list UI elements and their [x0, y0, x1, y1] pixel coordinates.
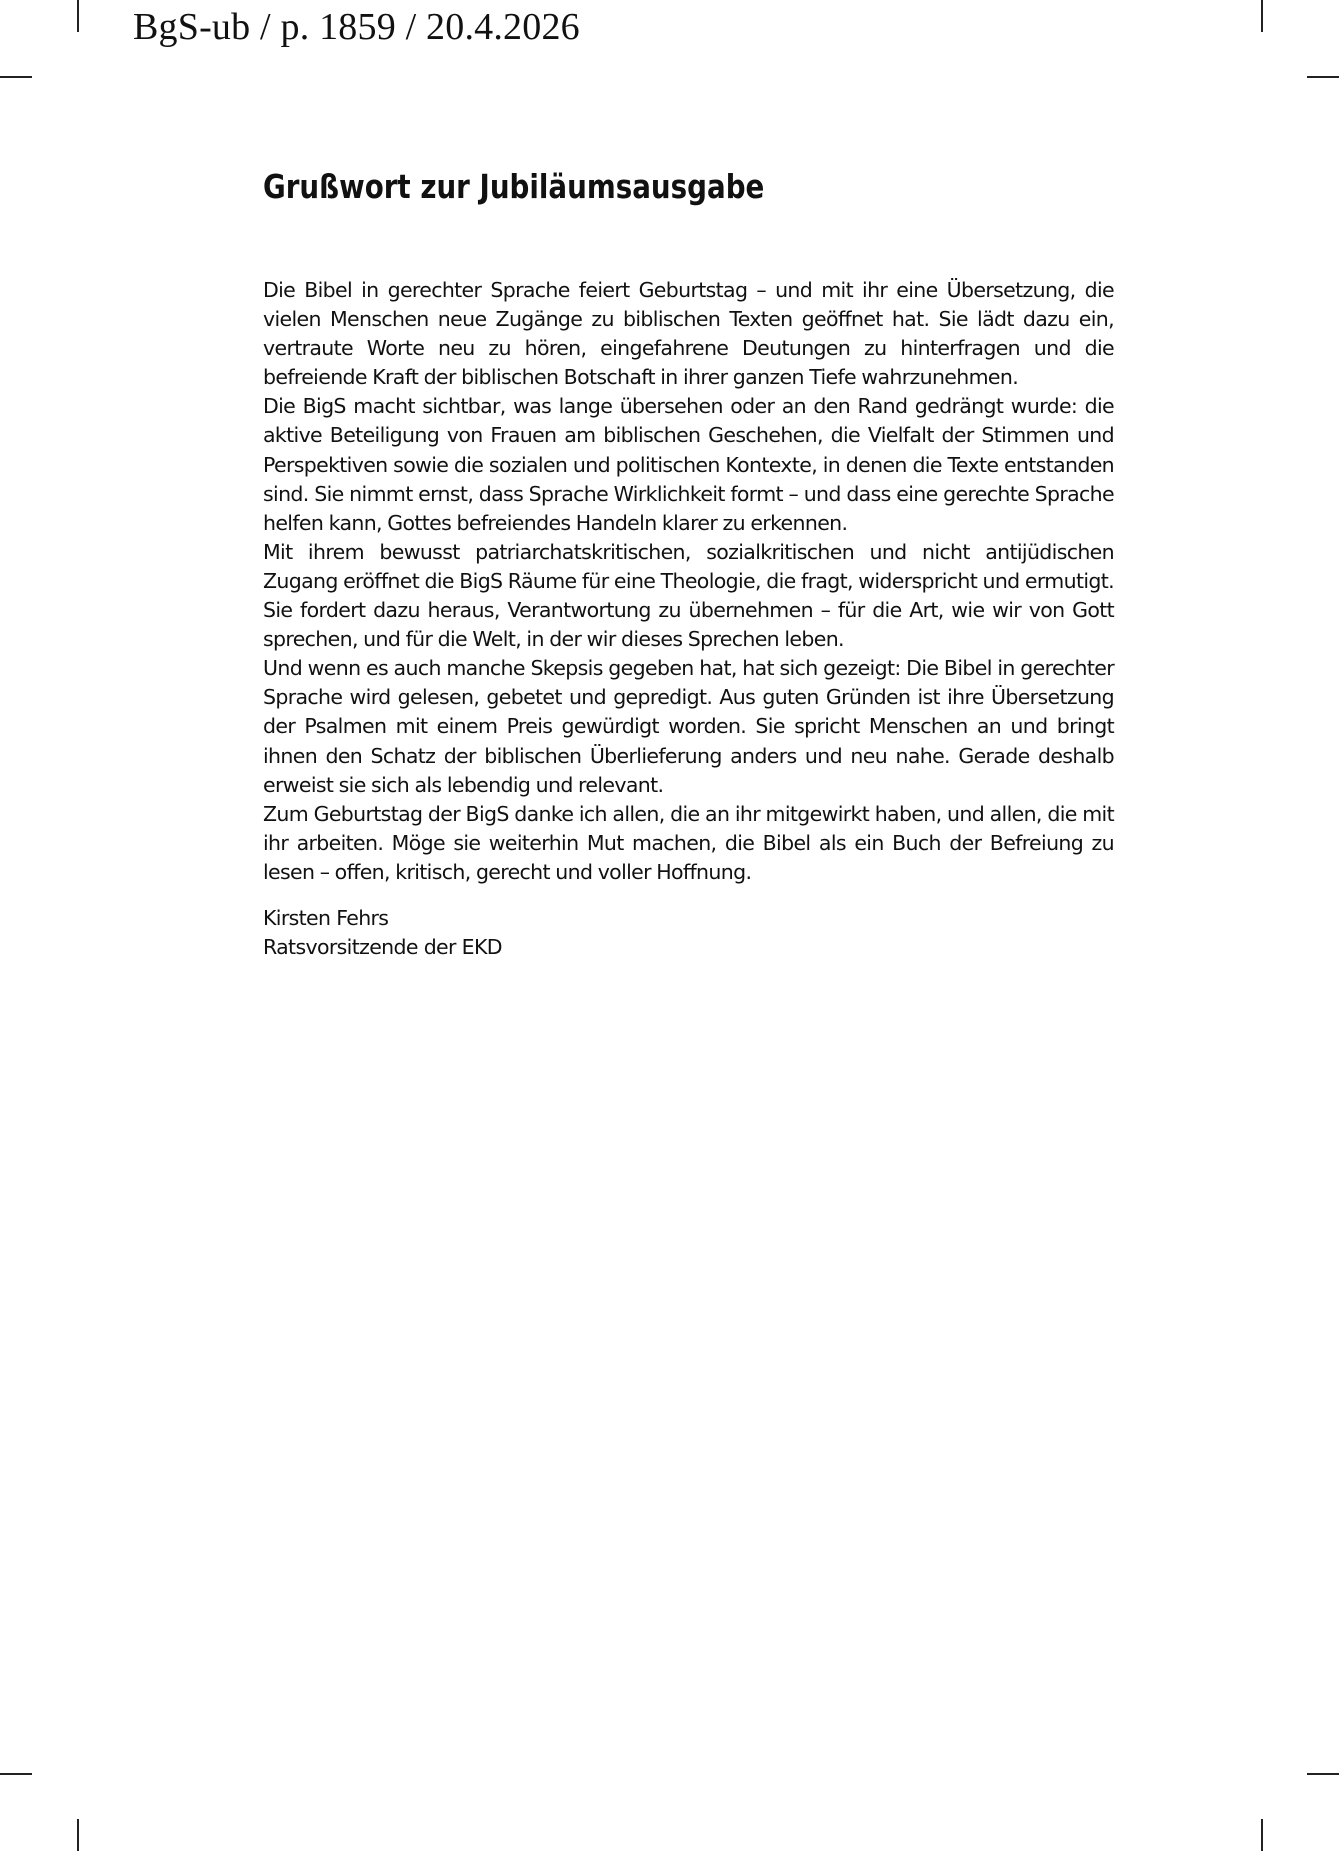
- crop-mark-left-bottom: [0, 1773, 32, 1775]
- signature-name: Kirsten Fehrs: [263, 905, 389, 930]
- crop-mark-right-bottom: [1307, 1773, 1339, 1775]
- article-title: Grußwort zur Jubiläumsausgabe: [263, 167, 765, 206]
- paragraph: Zum Geburtstag der BigS danke ich allen, die an ihr mitgewirkt haben, und allen, die mit ihr arbeiten. Möge sie weiterhin Mut machen, die Bibel als ein Buch der Befreiung zu lesen – offen, kritisch, gerecht und voller Hoffnung.: [263, 801, 1114, 884]
- article: [263, 165, 1114, 962]
- crop-mark-left-top: [0, 76, 32, 78]
- paragraph: Und wenn es auch manche Skepsis gegeben hat, hat sich gezeigt: Die Bibel in gerechter Sprache wird gelesen, gebetet und gepredigt. Aus guten Gründen ist ihre Übersetzung der Psalmen mit einem Preis gewürdigt worden. Sie spricht Menschen an und bringt ihnen den Schatz der biblischen Überlieferung anders und neu nahe. Gerade deshalb erweist sie sich als lebendig und relevant.: [263, 656, 1114, 797]
- paragraph: Die BigS macht sichtbar, was lange übersehen oder an den Rand gedrängt wurde: die aktive Beteiligung von Frauen am biblischen Geschehen, die Vielfalt der Stimmen und Perspektiven sowie die sozialen und politischen Kontexte, in denen die Texte entstanden sind. Sie nimmt ernst, dass Sprache Wirklichkeit formt – und dass eine gerechte Sprache helfen kann, Gottes befreiendes Handeln klarer zu erkennen.: [263, 394, 1114, 535]
- crop-mark-top-right: [1261, 0, 1263, 32]
- crop-mark-bottom-right: [1261, 1819, 1263, 1851]
- paragraph: Mit ihrem bewusst patriarchatskritischen, sozialkritischen und nicht antijüdischen Zugang eröffnet die BigS Räume für eine Theologie, die fragt, widerspricht und ermutigt. Sie fordert dazu heraus, Verantwortung zu übernehmen – für die Art, wie wir von Gott sprechen, und für die Welt, in der wir dieses Sprechen leben.: [263, 539, 1114, 652]
- crop-mark-right-top: [1307, 76, 1339, 78]
- paragraph: Die Bibel in gerechter Sprache feiert Geburtstag – und mit ihr eine Übersetzung, die vielen Menschen neue Zugänge zu biblischen Texten geöffnet hat. Sie lädt dazu ein, vertraute Worte neu zu hören, eingefahrene Deutungen zu hinterfragen und die befreiende Kraft der biblischen Botschaft in ihrer ganzen Tiefe wahrzunehmen.: [263, 278, 1114, 390]
- header-stamp: BgS-ub / p. 1859 / 20.4.2026: [133, 6, 580, 48]
- crop-mark-top-left: [77, 0, 79, 32]
- crop-mark-bottom-left: [77, 1819, 79, 1851]
- article-body: [263, 276, 1114, 887]
- signature: [263, 904, 1114, 962]
- signature-role: Ratsvorsitzende der EKD: [263, 935, 502, 960]
